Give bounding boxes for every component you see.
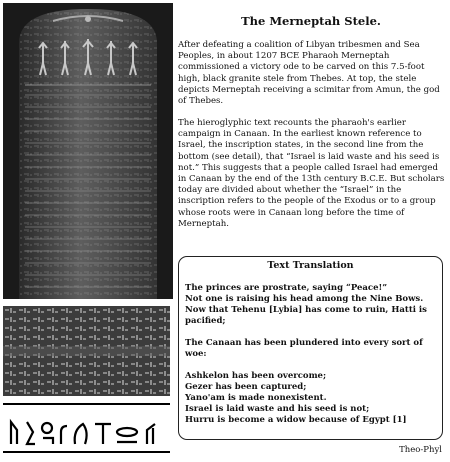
translation-line: Yano'am is made nonexistent.	[185, 393, 327, 403]
article-paragraph-2: The hieroglyphic text recounts the pharaoh's earlier campaign in Canaan. In the earliest known reference to Israel, the inscription states, in the second line from the bottom (see detail), that “Israel is laid waste and his seed is not.” This suggests that a people called Israel had emerged in Canaan by the end of the 13th century B.C.E. But scholars today are divided about whether the “Israel” in the inscription refers to the people of the Exodus or to a group whose roots were in Canaan long before the time of Merneptah.	[178, 118, 445, 229]
article-paragraph-1: After defeating a coalition of Libyan tribesmen and Sea Peoples, in about 1207 BCE Pharaoh Merneptah commissioned a victory ode to be carved on this 7.5-foot high, black granite stele from Thebes. At top, the stele depicts Merneptah receiving a scimitar from Amun, the god of Thebes.	[178, 40, 440, 107]
translation-line: Hurru is become a widow because of Egypt [1]	[185, 415, 407, 425]
translation-heading: Text Translation	[267, 260, 354, 271]
translation-line: The Canaan has been plundered into every sort of woe:	[185, 338, 423, 359]
translation-line: Now that Tehenu [Lybia] has come to ruin, Hatti is pacified;	[185, 305, 427, 326]
translation-line: Gezer has been captured;	[185, 382, 307, 392]
article-title: The Merneptah Stele.	[241, 14, 381, 28]
hieroglyph-strip	[3, 402, 170, 454]
signature: Theo-Phyl	[399, 445, 442, 455]
translation-body	[185, 283, 440, 426]
translation-line: Israel is laid waste and his seed is not;	[185, 404, 370, 414]
translation-line: Not one is raising his head among the Nine Bows.	[185, 294, 424, 304]
stele-photo	[3, 3, 173, 299]
translation-line: The princes are prostrate, saying “Peace!”	[185, 283, 388, 293]
inscription-detail-photo	[3, 306, 170, 396]
translation-box	[178, 256, 443, 440]
translation-line: Ashkelon has been overcome;	[185, 371, 327, 381]
